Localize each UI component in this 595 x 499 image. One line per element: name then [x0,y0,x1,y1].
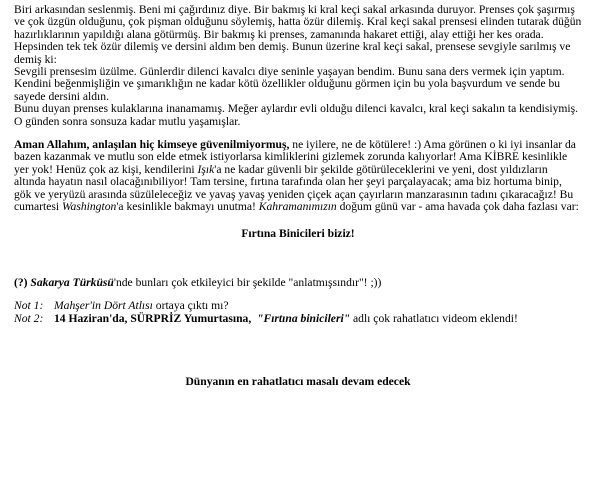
note-2-label: Not 2: [14,311,44,325]
commentary-kahramanimiz: Kahramanımızın [258,200,337,214]
note-2 [14,313,582,325]
closing-line: Dünyanın en rahatlatıcı masalı devam edecek [185,375,411,389]
note-2-video-title: "Fırtına binicileri" [257,311,351,325]
commentary-text-2: 'a ne kadar güvenli bir şekilde götürüleceklerini ve yeni, dost yıldızların altında hayatın nasıl olacağınıbiliyor! Tam tersine, fırtına tarafında olan her şeyi parçalayacak; ama biz hortuma binip, gök ve yeryüzü arasında süzüleleceğiz ve yavaş yavaş yeniden çiçek açan çayırların manzarasının tadını çıkaracağız! Bu cumartesi [14,162,574,214]
note-1-title: Mahşer'in Dört Atlısı [54,299,153,313]
story-paragraph-3: Bunu duyan prenses kulaklarına inanamamış. Meğer aylardır evli olduğu dilenci kavalcı, kral keçi sakalın ta kendisiymiş. O günden sonra sonsuza kadar mutlu yaşamışlar. [14,102,579,128]
commentary-isik: Işık [197,162,215,176]
note-1-rest: ortaya çıktı mı? [152,299,229,313]
note-2-bold: 14 Haziran'da, SÜRPRİZ Yumurtasına, [54,311,252,325]
story-text [14,4,582,128]
commentary-text-1: ne iyilere, ne de kötülere! :) Ama görünen o ki iyi insanlar da bazen kazanmak ve mutlu son elde etmek istiyorlarsa kimliklerini gizlemek zorunda kalıyorlar! Ama KİBRE kesinlikle yer yok! Henüz çok az kişi, kendilerini [14,138,576,176]
commentary-text-4: doğum günü var - ama havada çok daha fazlası var: [336,200,579,214]
sakarya-line [14,277,582,289]
riders-heading: Fırtına Binicileri biziz! [241,226,355,240]
story-paragraph-2: Sevgili prensesim üzülme. Günlerdir dilenci kavalcı diye seninle yaşayan bendim. Bunu sana ders vermek için yaptım. Kendini beğenmişliğin ve şımarıklığın ne kadar kötü özellikler olduğunu görmen için bu yola başvurdum ve sende bu sayede dersini aldın. [14,65,565,103]
note-1-label: Not 1: [14,299,44,313]
notes-section [14,300,582,325]
commentary-paragraph [14,139,582,213]
sakarya-prefix: (?) [14,275,31,289]
commentary-bold-lead: Aman Allahım, anlaşılan hiç kimseye güvenilmiyormuş, [14,138,290,152]
sakarya-title: Sakarya Türküsü [30,275,114,289]
sakarya-rest: 'nde bunları çok etkileyici bir şekilde "anlatmışsındır"! ;)) [113,275,382,289]
commentary-text-3: 'a kesinlikle bakmayı unutma! [116,200,259,214]
story-paragraph-1: Biri arkasından seslenmiş. Beni mi çağırdınız diye. Bir bakmış ki kral keçi sakal arkasında duruyor. Prenses çok şaşırmış ve çok üzgün olduğunu, çok pişman olduğunu söylemiş, hatta özür dilemiş. Kral keçi sakal prensesi elinden tutarak düğün hazırlıklarının yapıldığı alana götürmüş. Bir bakmış ki prenses, zamanında hakaret ettiği, alay ettiği her kes orada. Hepsinden tek tek özür dilemiş ve dersini aldım ben demiş. Bunun üzerine kral keçi sakal, prensese sevgiyle sarılmış ve demiş ki: [14,3,582,66]
commentary-washington: Washington [61,200,117,214]
note-2-rest: adlı çok rahatlatıcı videom eklendi! [350,311,518,325]
